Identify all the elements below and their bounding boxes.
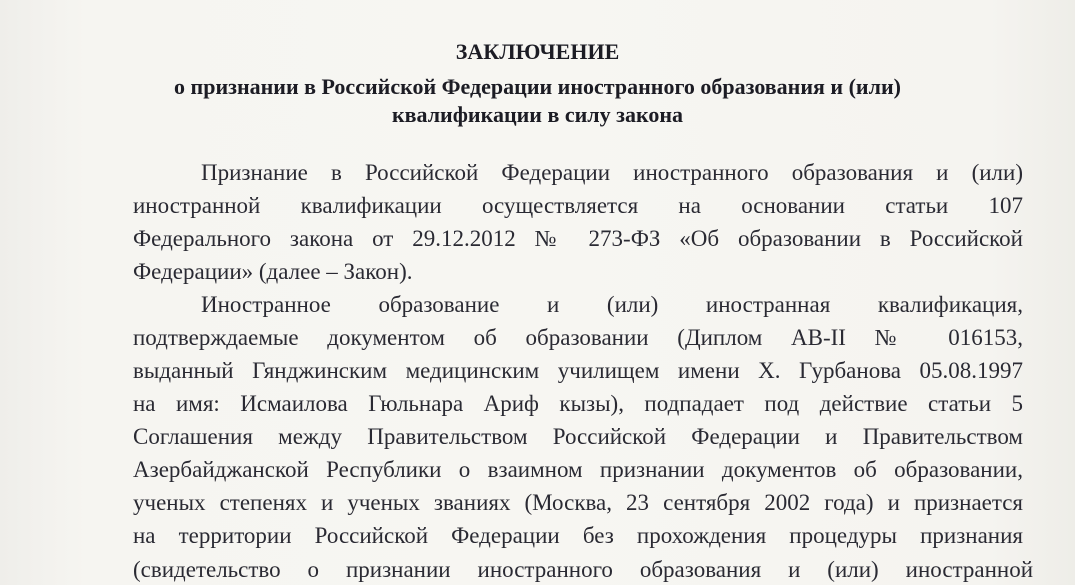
paragraph-2-line-5: Соглашения между Правительством Российской Федерации и Правительством (133, 424, 1023, 449)
paragraph-1-line-2: иностранной квалификации осуществляется на основании статьи 107 (133, 193, 1023, 218)
document-title: ЗАКЛЮЧЕНИЕ (455, 39, 620, 64)
paragraph-1-line-4: Федерации» (далее – Закон). (133, 259, 413, 284)
document-subtitle-line-2: квалификации в силу закона (391, 102, 684, 127)
paragraph-2-line-8: на территории Российской Федерации без прохождения процедуры признания (133, 523, 1023, 548)
paragraph-2-line-4: на имя: Исмаилова Гюльнара Ариф кызы), подпадает под действие статьи 5 (133, 391, 1023, 416)
paragraph-2-line-6: Азербайджанской Республики о взаимном признании документов об образовании, (133, 457, 1023, 482)
paragraph-2-line-9: (свидетельство о признании иностранного образования и (или) иностранной (133, 557, 1033, 582)
paragraph-2-line-3: выданный Гянджинским медицинским училищем имени Х. Гурбанова 05.08.1997 (133, 358, 1023, 383)
paragraph-2-line-2: подтверждаемые документом об образовании (Диплом АВ-II № 016153, (133, 325, 1023, 350)
paragraph-1-line-1: Признание в Российской Федерации иностранного образования и (или) (201, 160, 1023, 185)
paragraph-2-line-1: Иностранное образование и (или) иностранная квалификация, (201, 292, 1023, 317)
paragraph-2-line-7: ученых степенях и ученых званиях (Москва, 23 сентября 2002 года) и признается (133, 490, 1023, 515)
paragraph-1-line-3: Федерального закона от 29.12.2012 № 273-ФЗ «Об образовании в Российской (133, 226, 1023, 251)
document-subtitle-line-1: о признании в Российской Федерации иностранного образования и (или) (174, 74, 901, 99)
